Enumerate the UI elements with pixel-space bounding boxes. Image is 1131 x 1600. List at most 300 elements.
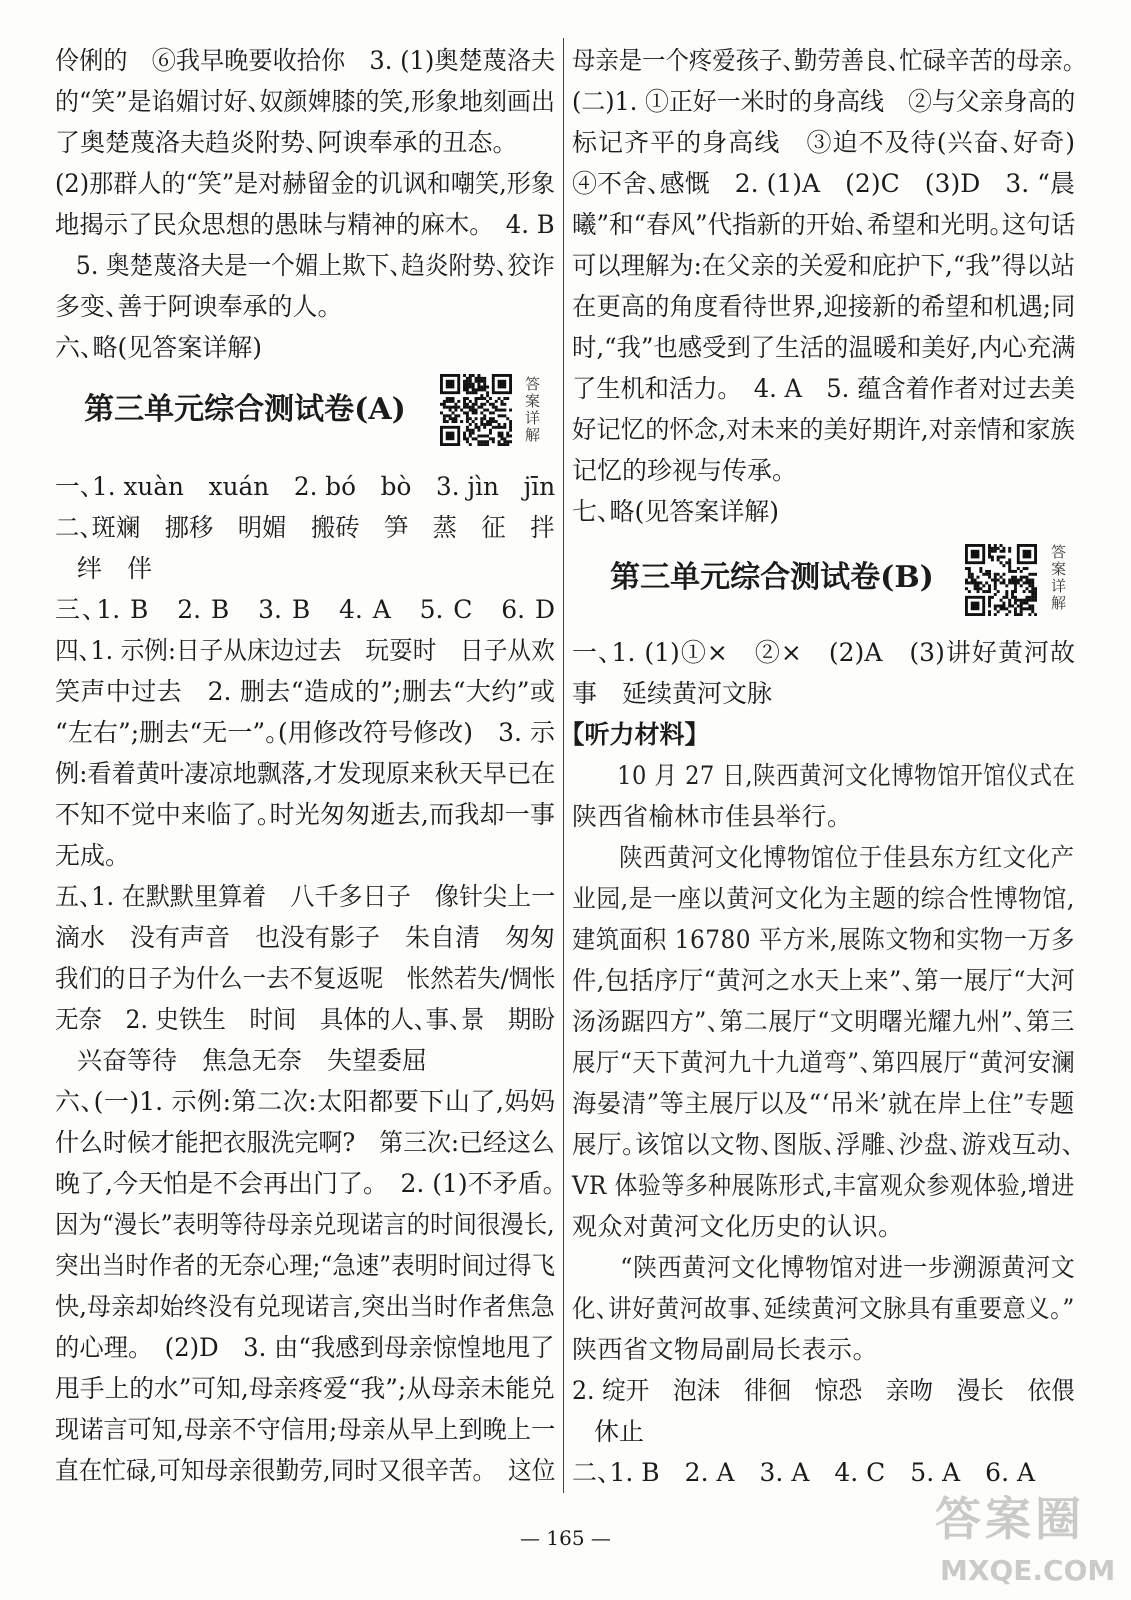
answer-line: 突出当时作者的无奈心理;“急速”表明时间过得飞 (55, 1251, 555, 1280)
qr-module (452, 406, 455, 409)
qr-module (503, 414, 506, 417)
qr-module (1000, 604, 1003, 607)
qr-module (1011, 590, 1014, 593)
qr-module (475, 426, 478, 429)
qr-module (449, 409, 452, 412)
qr-module (1031, 590, 1034, 593)
qr-module (1020, 584, 1023, 587)
qr-module (1014, 613, 1017, 616)
answer-line: 直在忙碌,可知母亲很勤劳,同时又很辛苦。 这位 (55, 1456, 556, 1485)
qr-module (1014, 599, 1017, 602)
qr-module (506, 432, 509, 435)
qr-module (1011, 596, 1014, 599)
qr-module (1008, 547, 1011, 550)
qr-module (1002, 556, 1005, 559)
page-number: — 165 — (520, 1526, 611, 1550)
qr-module (1025, 607, 1028, 610)
qr-module (477, 429, 480, 432)
qr-module (469, 383, 472, 386)
qr-module (977, 584, 980, 587)
answer-line: 2. 绽开 泡沫 徘徊 惊恐 亲吻 漫长 依偎 (572, 1376, 1075, 1405)
qr-module (446, 432, 455, 441)
qr-module (463, 383, 466, 386)
qr-module (500, 437, 503, 440)
qr-module (472, 409, 475, 412)
qr-module (1028, 579, 1031, 582)
qr-module (1028, 613, 1031, 616)
listening-material-label: 【听力材料】 (572, 720, 698, 749)
qr-module (1005, 596, 1008, 599)
qr-module (1017, 613, 1020, 616)
qr-module (500, 414, 503, 417)
qr-module (483, 377, 486, 380)
qr-module (988, 590, 991, 593)
qr-module (469, 434, 472, 437)
qr-module (475, 391, 478, 394)
qr-module (477, 383, 480, 386)
qr-module (988, 599, 991, 602)
qr-module (477, 377, 480, 380)
qr-module (965, 567, 968, 570)
listening-line: 10 月 27 日,陕西黄河文化博物馆开馆仪式在 (617, 761, 1076, 790)
qr-module (1011, 581, 1014, 584)
qr-module (968, 590, 971, 593)
qr-module (991, 558, 994, 561)
qr-module (452, 400, 455, 403)
answer-line: 兴奋等待 焦急无奈 失望委屈 (77, 1046, 428, 1075)
qr-module (974, 587, 977, 590)
qr-module (466, 386, 469, 389)
qr-module (988, 547, 991, 550)
qr-module (1008, 550, 1011, 553)
qr-module (466, 406, 469, 409)
qr-module (994, 581, 997, 584)
qr-module (480, 403, 483, 406)
qr-module (1034, 596, 1037, 599)
qr-module (449, 400, 452, 403)
qr-module (483, 383, 486, 386)
qr-module (977, 581, 980, 584)
qr-module (1014, 581, 1017, 584)
answer-line: 曦”和“春风”代指新的开始、希望和光明。这句话 (572, 210, 1076, 239)
qr-module (1020, 576, 1023, 579)
qr-module (469, 391, 472, 394)
qr-module (452, 420, 455, 423)
qr-module (1017, 599, 1020, 602)
qr-module (486, 409, 489, 412)
watermark-logo-text: 答案圈 (935, 1492, 1085, 1546)
qr-module (483, 434, 486, 437)
qr-module (1000, 561, 1003, 564)
listening-line: 观众对黄河文化历史的认识。 (572, 1212, 892, 1241)
qr-module (454, 406, 457, 409)
qr-module (480, 440, 483, 443)
qr-module (466, 403, 469, 406)
qr-module (509, 423, 512, 426)
qr-module (994, 587, 997, 590)
qr-module (1017, 604, 1020, 607)
qr-module (480, 386, 483, 389)
qr-module (443, 417, 446, 420)
qr-module (994, 544, 997, 547)
qr-module (1023, 567, 1026, 570)
answer-line: 事 延续黄河文脉 (572, 679, 773, 708)
qr-module (1005, 584, 1008, 587)
qr-module (965, 587, 968, 590)
answer-line: 好记忆的怀念,对未来的美好期许,对亲情和家族 (572, 415, 1075, 444)
qr-module (475, 397, 478, 400)
qr-module (997, 556, 1000, 559)
qr-module (1008, 602, 1011, 605)
qr-module (443, 403, 446, 406)
answer-line: 母亲是一个疼爱孩子、勤劳善良、忙碌辛苦的母亲。 (572, 46, 1075, 75)
qr-module (483, 397, 486, 400)
qr-code (965, 544, 1037, 616)
qr-module (472, 391, 475, 394)
qr-module (477, 388, 480, 391)
qr-module (466, 414, 469, 417)
qr-module (1005, 590, 1008, 593)
qr-module (971, 573, 974, 576)
qr-module (1031, 610, 1034, 613)
qr-module (463, 374, 466, 377)
qr-module (985, 573, 988, 576)
qr-module (1014, 602, 1017, 605)
qr-module (486, 386, 489, 389)
qr-module (475, 417, 478, 420)
answer-line: 七、略(见答案详解) (572, 497, 780, 526)
answer-line: ④不舍、感慨 2. (1)A (2)C (3)D 3. “晨 (572, 169, 1075, 198)
qr-module (971, 576, 974, 579)
qr-module (1008, 604, 1011, 607)
qr-module (477, 440, 480, 443)
qr-module (452, 417, 455, 420)
qr-module (486, 394, 489, 397)
section-b-title: 第三单元综合测试卷(B) (610, 560, 934, 595)
answer-line: 我们的日子为什么一去不复返呢 怅然若失/惆怅 (55, 964, 556, 993)
listening-line: VR 体验等多种展陈形式,丰富观众参观体验,增进 (572, 1171, 1075, 1200)
qr-module (489, 420, 492, 423)
qr-module (1014, 584, 1017, 587)
qr-module (997, 604, 1000, 607)
answer-line: 笑声中过去 2. 删去“造成的”;删去“大约”或 (55, 677, 555, 706)
qr-module (994, 576, 997, 579)
qr-module (472, 411, 475, 414)
qr-module (509, 426, 512, 429)
qr-module (480, 434, 483, 437)
qr-module (1002, 547, 1005, 550)
qr-module (994, 547, 997, 550)
qr-module (1014, 596, 1017, 599)
qr-module (1025, 576, 1028, 579)
answer-line: 5. 奥楚蔑洛夫是一个媚上欺下、趋炎附势、狡诈 (75, 251, 555, 280)
answer-line: 地揭示了民众思想的愚昧与精神的麻木。 4. B (55, 210, 555, 239)
qr-module (500, 403, 503, 406)
qr-module (460, 409, 463, 412)
listening-line: 建筑面积 16780 平方米,展陈文物和实物一万多 (572, 925, 1075, 954)
qr-module (1025, 587, 1028, 590)
qr-module (446, 420, 449, 423)
qr-module (466, 397, 469, 400)
qr-module (477, 406, 480, 409)
qr-module (1008, 558, 1011, 561)
qr-module (1000, 544, 1003, 547)
answer-line: 三、1. B 2. B 3. B 4. A 5. C 6. D (55, 595, 555, 624)
answer-line: 无奈 2. 史铁生 时间 具体的人、事、景 期盼 (55, 1005, 555, 1034)
qr-module (489, 411, 492, 414)
qr-module (503, 426, 506, 429)
qr-module (463, 411, 466, 414)
qr-module (509, 429, 512, 432)
qr-module (500, 409, 503, 412)
qr-module (475, 437, 478, 440)
qr-module (994, 593, 997, 596)
qr-module (466, 411, 469, 414)
qr-module (979, 581, 982, 584)
qr-module (443, 400, 446, 403)
qr-module (498, 426, 501, 429)
column-divider (563, 38, 564, 1493)
qr-module (449, 397, 452, 400)
qr-module (1014, 607, 1017, 610)
qr-module (1023, 599, 1026, 602)
qr-module (483, 426, 486, 429)
qr-module (463, 380, 466, 383)
qr-module (1028, 581, 1031, 584)
qr-module (503, 437, 506, 440)
qr-module (489, 397, 492, 400)
qr-module (1014, 576, 1017, 579)
answer-line: 滴水 没有声音 也没有影子 朱自清 匆匆 (55, 923, 556, 952)
answer-line: 因为“漫长”表明等待母亲兑现诺言的时间很漫长, (55, 1210, 555, 1239)
qr-module (985, 581, 988, 584)
qr-module (469, 374, 472, 377)
listening-line: 化、讲好黄河故事、延续黄河文脉具有重要意义。” (572, 1294, 1075, 1323)
answer-line: 什么时候才能把衣服洗完啊? 第三次:已经这么 (55, 1128, 555, 1157)
qr-module (1031, 584, 1034, 587)
qr-module (1002, 596, 1005, 599)
answer-line: (2)那群人的“笑”是对赫留金的讥讽和嘲笑,形象 (55, 169, 555, 198)
qr-module (1011, 604, 1014, 607)
qr-module (1014, 579, 1017, 582)
qr-module (480, 388, 483, 391)
qr-module (1034, 599, 1037, 602)
answer-line: 多变、善于阿谀奉承的人。 (55, 292, 331, 321)
answer-line: 时,“我”也感受到了生活的温暖和美好,内心充满 (572, 333, 1076, 362)
listening-line: 展厅“天下黄河九十九道弯”、第四展厅“黄河安澜 (572, 1048, 1076, 1077)
qr-module (495, 400, 498, 403)
qr-module (483, 403, 486, 406)
qr-module (503, 443, 506, 446)
qr-module (977, 587, 980, 590)
qr-module (1008, 567, 1011, 570)
listening-line: “陕西黄河文化博物馆对进一步溯源黄河文 (620, 1253, 1076, 1282)
qr-module (466, 417, 469, 420)
qr-module (489, 403, 492, 406)
qr-module (988, 610, 991, 613)
qr-module (469, 377, 472, 380)
qr-module (440, 403, 443, 406)
qr-module (483, 440, 486, 443)
qr-module (1025, 579, 1028, 582)
qr-module (495, 420, 498, 423)
qr-module (472, 403, 475, 406)
section-b-header (572, 532, 1075, 632)
qr-module (469, 417, 472, 420)
qr-module (454, 409, 457, 412)
qr-module (1025, 599, 1028, 602)
qr-module (466, 380, 469, 383)
answer-line: 一、1. xuàn xuán 2. bó bò 3. jìn jīn (55, 472, 556, 501)
qr-module (1014, 610, 1017, 613)
qr-module (1028, 599, 1031, 602)
qr-module (492, 406, 495, 409)
qr-module (968, 576, 971, 579)
qr-module (466, 388, 469, 391)
qr-module (1002, 607, 1005, 610)
qr-module (988, 584, 991, 587)
qr-module (991, 550, 994, 553)
qr-module (460, 420, 463, 423)
qr-module (469, 429, 472, 432)
qr-module (477, 434, 480, 437)
qr-module (1014, 590, 1017, 593)
qr-module (503, 440, 506, 443)
qr-module (472, 429, 475, 432)
qr-module (452, 397, 455, 400)
qr-module (500, 426, 503, 429)
qr-module (1020, 579, 1023, 582)
qr-module (965, 581, 968, 584)
qr-module (971, 602, 980, 611)
qr-module (483, 417, 486, 420)
qr-module (1031, 599, 1034, 602)
qr-module (498, 443, 501, 446)
qr-module (1028, 607, 1031, 610)
qr-module (480, 417, 483, 420)
qr-module (985, 590, 988, 593)
qr-module (463, 432, 466, 435)
qr-module (968, 581, 971, 584)
qr-module (457, 406, 460, 409)
qr-module (446, 414, 449, 417)
qr-module (1005, 561, 1008, 564)
qr-module (988, 544, 991, 547)
qr-module (466, 377, 469, 380)
qr-module (503, 397, 506, 400)
qr-module (466, 420, 469, 423)
qr-module (466, 383, 469, 386)
qr-module (997, 579, 1000, 582)
listening-line: 陕西黄河文化博物馆位于佳县东方红文化产 (619, 843, 1075, 872)
answer-line: 在更高的角度看待世界,迎接新的希望和机遇;同 (572, 292, 1076, 321)
qr-module (1002, 550, 1005, 553)
qr-module (475, 388, 478, 391)
qr-caption: 答案详解 (1049, 544, 1067, 612)
qr-module (965, 579, 968, 582)
qr-module (1020, 599, 1023, 602)
qr-module (974, 584, 977, 587)
qr-module (997, 610, 1000, 613)
qr-module (506, 443, 509, 446)
qr-module (988, 570, 991, 573)
qr-module (1028, 584, 1031, 587)
qr-module (463, 403, 466, 406)
qr-module (1034, 593, 1037, 596)
qr-module (457, 400, 460, 403)
qr-module (466, 437, 469, 440)
qr-module (463, 386, 466, 389)
qr-module (1000, 550, 1003, 553)
qr-module (454, 420, 457, 423)
answer-line: 的心理。 (2)D 3. 由“我感到母亲惊惶地甩了 (55, 1333, 555, 1362)
qr-module (446, 406, 449, 409)
qr-module (443, 414, 446, 417)
answer-line: 五、1. 在默默里算着 八千多日子 像针尖上一 (55, 882, 556, 911)
qr-module (472, 383, 475, 386)
qr-module (974, 581, 977, 584)
answer-line: 快,母亲却始终没有兑现诺言,突出当时作者焦急 (55, 1292, 555, 1321)
answer-line: 绊 伴 (77, 554, 153, 583)
qr-module (466, 426, 469, 429)
qr-module (1002, 564, 1005, 567)
qr-module (971, 550, 980, 559)
qr-module (475, 377, 478, 380)
qr-module (463, 400, 466, 403)
qr-module (492, 417, 495, 420)
qr-module (509, 409, 512, 412)
qr-module (492, 420, 495, 423)
qr-module (968, 567, 971, 570)
qr-module (994, 584, 997, 587)
qr-module (1023, 590, 1026, 593)
qr-module (977, 590, 980, 593)
watermark-url: MXQE.COM (940, 1554, 1116, 1587)
listening-line: 陕西省文物局副局长表示。 (572, 1335, 866, 1364)
qr-module (1023, 576, 1026, 579)
listening-line: 海晏清”等主展厅以及“‘吊米’就在岸上住”专题 (572, 1089, 1075, 1118)
qr-module (1025, 567, 1028, 570)
listening-line: 汤汤踞四方”、第二展厅“文明曙光耀九州”、第三 (572, 1007, 1075, 1036)
qr-module (509, 420, 512, 423)
qr-module (454, 403, 457, 406)
qr-module (475, 423, 478, 426)
qr-module (979, 567, 982, 570)
qr-module (1031, 573, 1034, 576)
qr-module (480, 443, 483, 446)
qr-module (489, 417, 492, 420)
qr-module (988, 550, 991, 553)
qr-module (500, 443, 503, 446)
qr-module (1031, 607, 1034, 610)
qr-module (994, 607, 997, 610)
qr-module (997, 547, 1000, 550)
qr-module (446, 397, 449, 400)
answer-line: 无成。 (55, 841, 118, 870)
qr-module (480, 380, 483, 383)
qr-module (492, 411, 495, 414)
listening-line: 业园,是一座以黄河文化为主题的综合性博物馆, (572, 884, 1075, 913)
qr-module (480, 397, 483, 400)
qr-module (982, 584, 985, 587)
section-a-title: 第三单元综合测试卷(A) (84, 392, 406, 427)
qr-module (486, 423, 489, 426)
qr-module (480, 377, 483, 380)
qr-module (994, 573, 997, 576)
qr-module (495, 426, 498, 429)
qr-module (486, 443, 489, 446)
qr-module (1005, 607, 1008, 610)
